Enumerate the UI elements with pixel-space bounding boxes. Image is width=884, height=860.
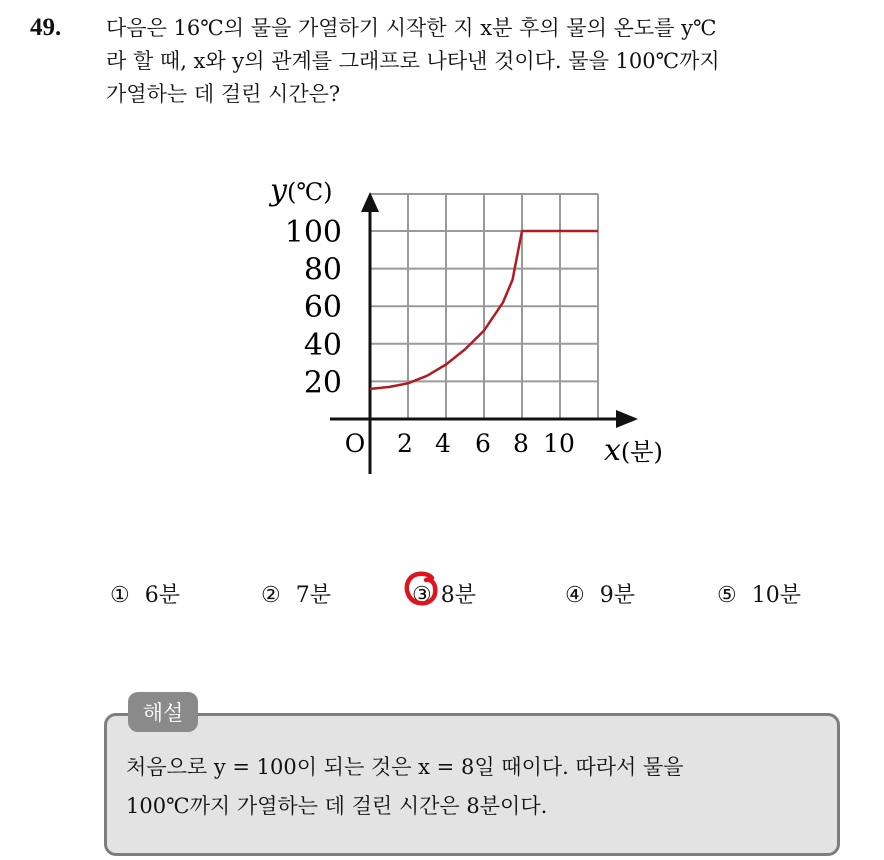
- x-tick-label: 6: [475, 429, 491, 458]
- question-number: 49.: [30, 14, 62, 41]
- choice-label: 6분: [144, 583, 180, 608]
- x-tick-label: 10: [543, 429, 575, 458]
- question-line: 가열하는 데 걸린 시간은?: [106, 82, 341, 106]
- choice-number: ①: [110, 583, 130, 608]
- x-axis-label: x(분): [604, 433, 663, 468]
- choice-1[interactable]: [110, 578, 180, 609]
- solution-text: [126, 748, 826, 826]
- origin-label: O: [344, 429, 366, 458]
- tick-labels: [285, 215, 575, 458]
- choice-number: ③: [412, 583, 432, 608]
- answer-circle-mark-icon: [402, 569, 440, 607]
- choice-label: 8분: [440, 583, 476, 608]
- question-line: 라 할 때, x와 y의 관계를 그래프로 나타낸 것이다. 물을 100℃까지: [106, 49, 720, 73]
- choice-5[interactable]: [717, 578, 801, 609]
- y-tick-label: 100: [284, 215, 342, 250]
- solution-line: 처음으로 y = 100이 되는 것은 x = 8일 때이다. 따라서 물을: [126, 755, 684, 779]
- x-tick-label: 4: [435, 429, 451, 458]
- solution-line: 100℃까지 가열하는 데 걸린 시간은 8분이다.: [126, 794, 548, 818]
- y-tick-label: 20: [303, 365, 342, 401]
- y-tick-label: 40: [303, 327, 342, 363]
- y-axis-label: y(℃): [270, 173, 333, 208]
- choice-4[interactable]: [565, 578, 635, 609]
- choice-label: 9분: [599, 583, 635, 608]
- choice-label: 10분: [751, 583, 801, 608]
- question-line: 다음은 16℃의 물을 가열하기 시작한 지 x분 후의 물의 온도를 y℃: [106, 16, 717, 40]
- choice-number: ④: [565, 583, 585, 608]
- choice-label: 7분: [295, 583, 331, 608]
- x-axis-arrow-icon: [616, 410, 638, 428]
- y-tick-label: 80: [303, 252, 342, 288]
- x-tick-label: 8: [513, 429, 529, 458]
- solution-tab: 해설: [128, 692, 198, 732]
- choice-number: ⑤: [717, 583, 737, 608]
- y-tick-label: 60: [303, 290, 342, 326]
- choice-number: ②: [261, 583, 281, 608]
- x-tick-label: 2: [397, 429, 413, 458]
- answer-choices: [0, 578, 884, 618]
- choice-2[interactable]: [261, 578, 331, 609]
